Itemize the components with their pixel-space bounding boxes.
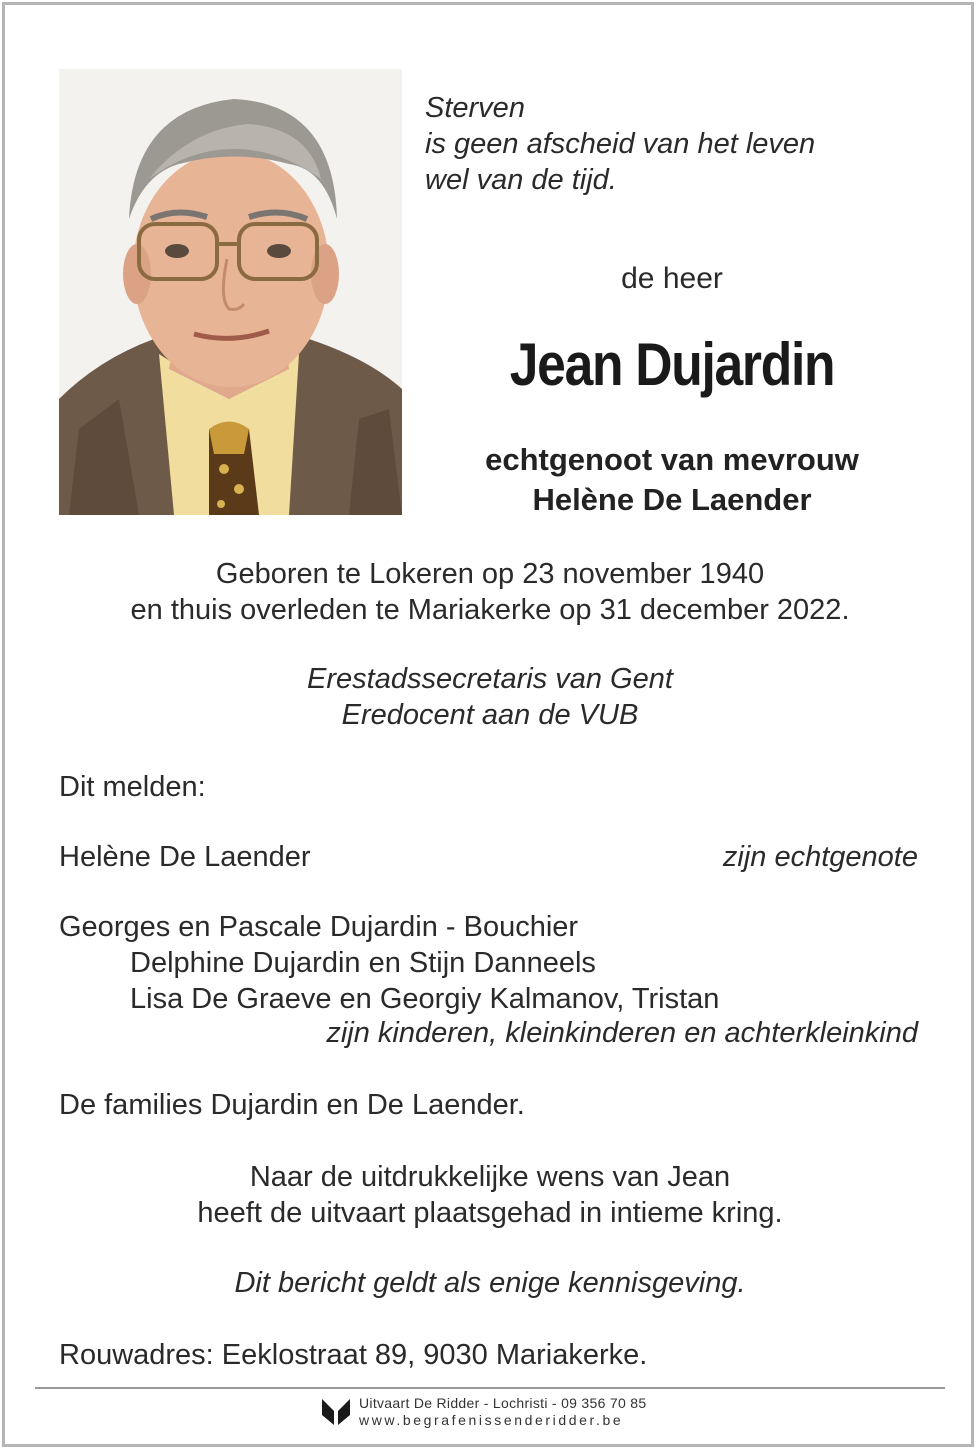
mourner-grandchild: Lisa De Graeve en Georgiy Kalmanov, Tristan <box>130 983 720 1015</box>
spouse-line: echtgenoot van mevrouw <box>485 442 859 477</box>
notice-line: Dit bericht geldt als enige kennisgeving. <box>234 1267 746 1299</box>
spouse-name: Helène De Laender <box>532 482 812 517</box>
poem <box>425 90 815 198</box>
wish-line: Naar de uitdrukkelijke wens van Jean <box>249 1161 731 1193</box>
address-line: Rouwadres: Eeklostraat 89, 9030 Mariakerke. <box>59 1339 648 1371</box>
mourner-children: Georges en Pascale Dujardin - Bouchier <box>59 911 579 943</box>
portrait-photo <box>59 69 402 515</box>
deceased-name: Jean Dujardin <box>509 331 835 398</box>
mourner-spouse-name: Helène De Laender <box>59 841 311 873</box>
de-ridder-logo-icon <box>320 1395 352 1429</box>
families-line: De families Dujardin en De Laender. <box>59 1089 525 1121</box>
footer-website[interactable]: www.begrafenissenderidder.be <box>359 1412 624 1428</box>
birth-line: Geboren te Lokeren op 23 november 1940 <box>215 558 765 590</box>
honorary-titles <box>0 661 980 733</box>
poem-line: is geen afscheid van het leven <box>425 128 816 160</box>
poem-line: Sterven <box>425 92 525 124</box>
title-prefix: de heer <box>621 262 723 295</box>
poem-line: wel van de tijd. <box>425 164 617 196</box>
announce-label: Dit melden: <box>59 771 206 803</box>
wish-line: heeft de uitvaart plaatsgehad in intieme kring. <box>197 1197 783 1229</box>
mourner-spouse-relation: zijn echtgenote <box>722 841 918 873</box>
wish-block <box>0 1159 980 1231</box>
mourner-children-relation: zijn kinderen, kleinkinderen en achterkleinkind <box>326 1017 918 1049</box>
life-dates <box>0 556 980 628</box>
footer-line: Uitvaart De Ridder - Lochristi - 09 356 70 85 <box>359 1395 647 1411</box>
title-line: Eredocent aan de VUB <box>341 699 639 731</box>
title-line: Erestadssecretaris van Gent <box>307 663 673 695</box>
death-line: en thuis overleden te Mariakerke op 31 december 2022. <box>130 594 850 626</box>
mourner-grandchild: Delphine Dujardin en Stijn Danneels <box>130 947 596 979</box>
spouse-block <box>430 440 914 520</box>
footer-divider <box>35 1387 945 1389</box>
